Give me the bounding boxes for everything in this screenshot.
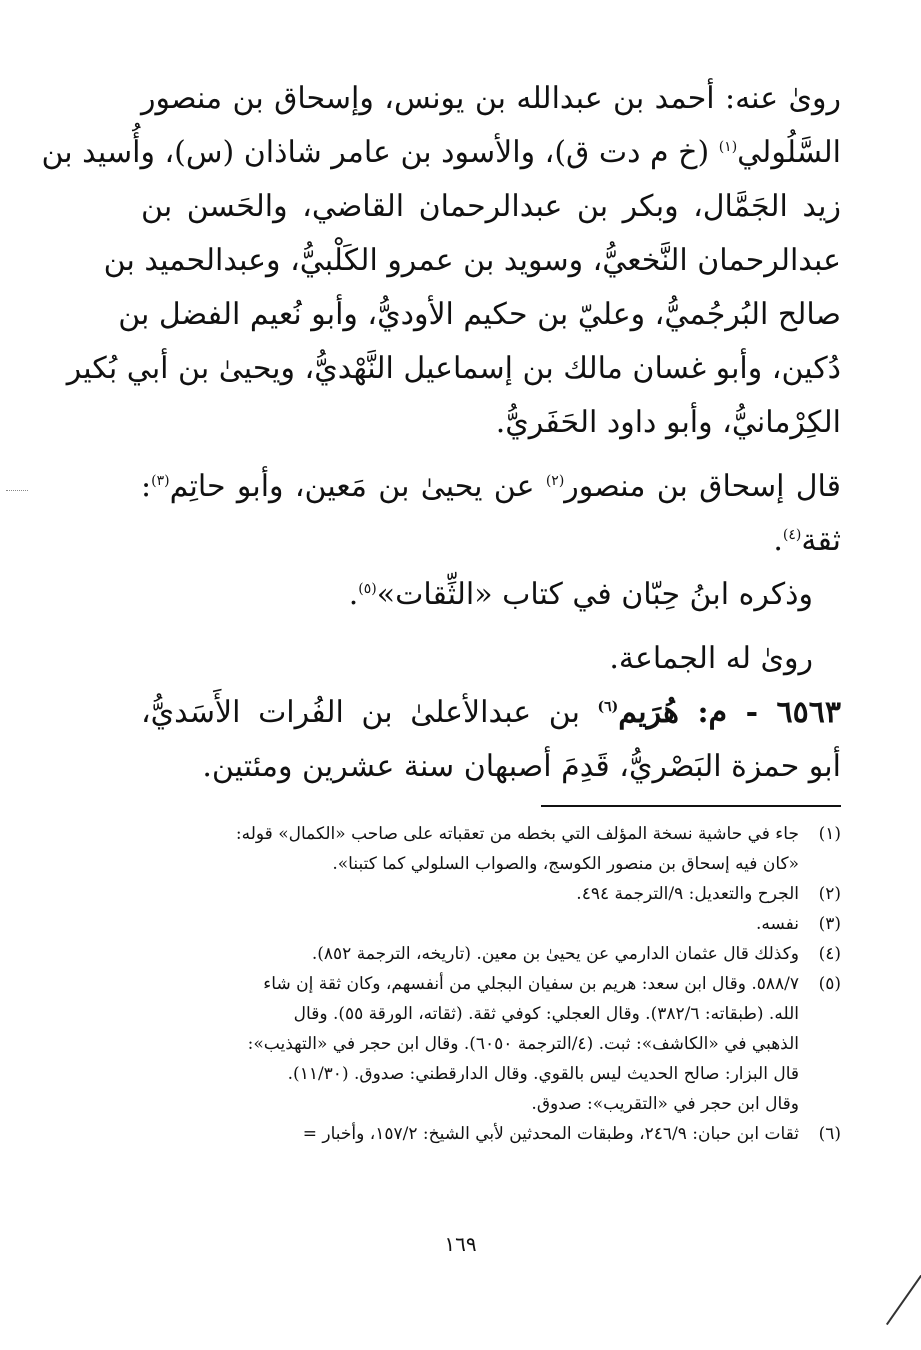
main-text — [41, 72, 841, 794]
footnote-6: (٦) ثقات ابن حبان: ٢٤٦/٩، وطبقات المحدثين لأبي الشيخ: ١٥٧/٢، وأخبار = — [302, 1124, 841, 1144]
text-line-6: دُكين، وأبو غسان مالك بن إسماعيل النَّهْديُّ، ويحيىٰ بن أبي بُكير — [66, 351, 841, 386]
footnote-divider — [541, 805, 841, 807]
footnote-ref: (٥) — [358, 581, 377, 597]
text-line-8: قال إسحاق بن منصور$^{(٢)}$ عن يحيىٰ بن مَعين، وأبو حاتِم$^{(٣)}$: — [141, 469, 841, 504]
footnote-ref: (٣) — [151, 473, 170, 489]
footnote-ref: (٢) — [545, 473, 565, 489]
text-line-9: ثقة$^{(٤)}$. — [773, 523, 841, 558]
text-line-5: صالح البُرجُميُّ، وعليّ بن حكيم الأوديُّ، وأبو نُعيم الفضل بن — [118, 297, 841, 332]
footnote-4: (٤) وكذلك قال عثمان الدارمي عن يحيىٰ بن معين. (تاريخه، الترجمة ٨٥٢). — [311, 944, 841, 964]
footnote-ref: (١) — [718, 139, 738, 155]
text-line-4: عبدالرحمان النَّخعيُّ، وسويد بن عمرو الكَلْبيُّ، وعبدالحميد بن — [103, 243, 841, 278]
page-number: ١٦٩ — [444, 1232, 477, 1256]
footnote-5: (٥) ٥٨٨/٧. وقال ابن سعد: هريم بن سفيان البجلي من أنفسهم، وكان ثقة إن شاء الله. (طبقاته: ٣٨٢/٦). وقال العجلي: كوفي ثقة. (ثقاته، الورقة ٥٥). وقال الذهبي في «الكاشف»: ثبت. (٤/الترجمة ٦٠٥٠). وقال ابن حجر في «التهذيب»: قال البزار: صالح الحديث ليس بالقوي. وقال الدارقطني: صدوق. (١١/٣٠). وقال ابن حجر في «التقريب»: صدوق. — [247, 974, 841, 1114]
text-line-11: روىٰ له الجماعة. — [609, 641, 813, 676]
margin-mark — [6, 490, 28, 491]
text-line-7: الكِرْمانيُّ، وأبو داود الحَفَريُّ. — [495, 405, 841, 440]
text-line-13: أبو حمزة البَصْريُّ، قَدِمَ أصبهان سنة عشرين ومئتين. — [202, 749, 841, 784]
text-line-3: زيد الجَمَّال، وبكر بن عبدالرحمان القاضي، والحَسن بن — [141, 189, 841, 224]
text-line-1: رویٰ عنه: أحمد بن عبدالله بن يونس، وإسحاق بن منصور — [141, 81, 841, 116]
text-line-10: وذكره ابنُ حِبّان في كتاب «الثِّقات»$^{(٥)}$. — [348, 577, 813, 612]
scan-mark — [886, 1275, 921, 1325]
footnote-ref: (٦) — [597, 699, 619, 715]
footnote-3: (٣) نفسه. — [755, 914, 841, 934]
footnotes — [141, 805, 841, 1149]
text-line-2: السَّلُولي$^{(١)}$ (خ م دت ق)، والأسود بن عامر شاذان (س)، وأُسيد بن — [41, 135, 841, 170]
footnote-1: (١) جاء في حاشية نسخة المؤلف التي بخطه من تعقباته على صاحب «الكمال» قوله: «كان فيه إسحاق بن منصور الكوسج، والصواب السلولي كما كتبنا». — [235, 824, 841, 874]
entry-heading: ٦٥٦٣ - م: هُرَيم$^{(٦)}$ بن عبدالأعلىٰ بن الفُرات الأَسَديُّ، — [141, 695, 841, 730]
footnote-ref: (٤) — [782, 527, 802, 543]
footnote-2: (٢) الجرح والتعديل: ٩/الترجمة ٤٩٤. — [576, 884, 841, 904]
